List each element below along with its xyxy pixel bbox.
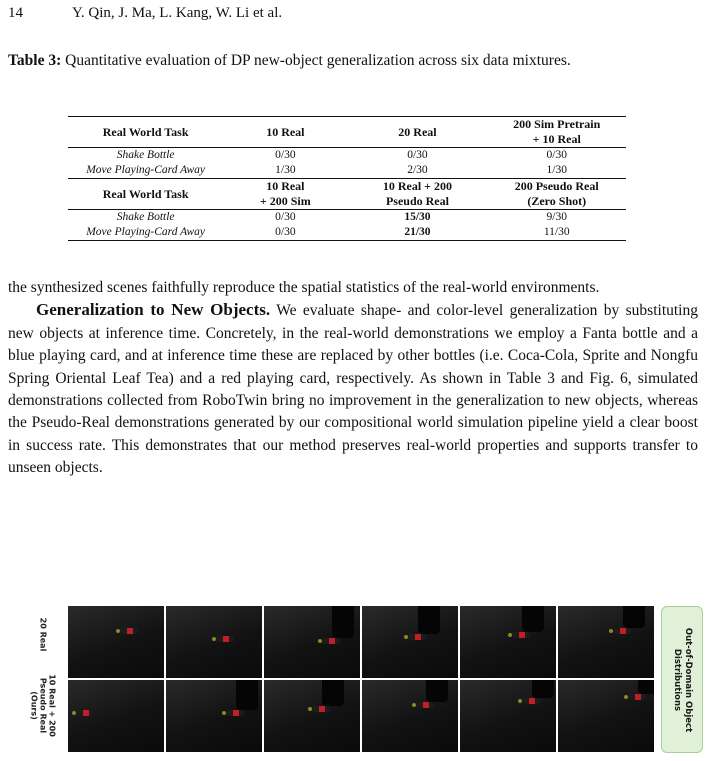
table-caption: [8, 50, 698, 71]
value-cell: 1/30: [275, 164, 296, 176]
robot-arm: [532, 680, 554, 698]
robot-arm: [322, 680, 344, 706]
rollout-figure: [64, 606, 654, 756]
value-cell: 0/30: [407, 149, 428, 161]
row-label-ours: 10 Real + 200 Pseudo Real (Ours): [29, 674, 57, 737]
bottle-cap: [518, 699, 522, 703]
task-cell: Move Playing-Card Away: [68, 225, 223, 241]
paragraph: [8, 299, 698, 479]
robot-arm: [623, 606, 645, 628]
row-label-20-real: 20 Real: [38, 617, 48, 652]
bottle-label: [519, 632, 525, 638]
bottle-cap: [508, 633, 512, 637]
robot-arm: [638, 680, 654, 694]
task-cell: Shake Bottle: [116, 149, 175, 161]
rollout-frame: [166, 680, 262, 752]
bottle-label: [127, 628, 133, 634]
out-of-domain-label-box: [661, 606, 703, 753]
bottle-cap: [308, 707, 312, 711]
bottle-label: [223, 636, 229, 642]
header-pseudo-zero-shot: 200 Pseudo Real (Zero Shot): [487, 179, 626, 210]
bottle-label: [415, 634, 421, 640]
running-header: [8, 5, 282, 22]
table-row: [68, 225, 626, 241]
bottle-label: [83, 710, 89, 716]
body-text: [8, 277, 698, 480]
caption-text: Quantitative evaluation of DP new-object generalization across six data mixtures.: [65, 52, 571, 69]
bottle-label: [233, 710, 239, 716]
page-number: 14: [8, 5, 23, 21]
bottle-cap: [624, 695, 628, 699]
bottle-cap: [412, 703, 416, 707]
rollout-frame: [460, 606, 556, 678]
value-cell: 0/30: [275, 149, 296, 161]
value-cell: 9/30: [546, 211, 567, 223]
bottle-cap: [318, 639, 322, 643]
robot-arm: [426, 680, 448, 702]
rollout-frame: [264, 606, 360, 678]
rollout-frame: [460, 680, 556, 752]
paragraph-text: We evaluate shape- and color-level generalization by substituting new objects at inference time. Concretely, in the real-world demonstrations we employ a Fanta bottle and a blue playing card, and at inference time these are replaced by other bottles (i.e. Coca-Cola, Sprite and Nongfu Spring Oriental Leaf Tea) and a red playing card, respectively. As shown in Table 3 and Fig. 6, simulated demonstrations collected from RoboTwin bring no improvement in the generalization to new objects, whereas the Pseudo-Real demonstrations generated by our compositional world simulation pipeline yield a clear boost in success rate. This demonstrates that our method preserves real-world properties and supports transfer to unseen objects.: [8, 302, 698, 477]
table-row: [68, 210, 626, 226]
results-table: [68, 116, 626, 241]
caption-label: Table 3:: [8, 52, 62, 69]
robot-arm: [332, 606, 354, 638]
author-line: Y. Qin, J. Ma, L. Kang, W. Li et al.: [72, 5, 283, 21]
bottle-label: [319, 706, 325, 712]
value-cell: 21/30: [347, 225, 487, 241]
rollout-frame: [362, 680, 458, 752]
out-of-domain-label: Out-of-Domain Object Distributions: [672, 627, 693, 732]
bottle-label: [620, 628, 626, 634]
header-20-real: 20 Real: [347, 117, 487, 148]
rollout-frame: [68, 680, 164, 752]
rollout-frame: [166, 606, 262, 678]
paragraph: the synthesized scenes faithfully reproduce the spatial statistics of the real-world environments.: [8, 279, 600, 296]
bottle-cap: [404, 635, 408, 639]
header-task: Real World Task: [68, 179, 223, 210]
robot-arm: [522, 606, 544, 632]
header-sim-pretrain: 200 Sim Pretrain + 10 Real: [487, 117, 626, 148]
value-cell: 11/30: [487, 225, 626, 241]
rollout-frame: [362, 606, 458, 678]
task-cell: Shake Bottle: [116, 211, 175, 223]
value-cell: 1/30: [546, 164, 567, 176]
table-header-row: [68, 179, 626, 210]
bottle-label: [423, 702, 429, 708]
value-cell: 0/30: [546, 149, 567, 161]
robot-arm: [236, 680, 258, 710]
header-10-real: 10 Real: [223, 117, 347, 148]
task-cell: Move Playing-Card Away: [86, 164, 206, 176]
value-cell: 0/30: [275, 211, 296, 223]
table-row: [68, 148, 626, 164]
bottle-cap: [72, 711, 76, 715]
bottle-label: [635, 694, 641, 700]
bottle-label: [529, 698, 535, 704]
header-10-real-200-pseudo: 10 Real + 200 Pseudo Real: [347, 179, 487, 210]
value-cell: 0/30: [223, 225, 347, 241]
table-row: [68, 163, 626, 179]
bottle-label: [329, 638, 335, 644]
rollout-frame: [264, 680, 360, 752]
paragraph-heading: Generalization to New Objects.: [36, 300, 271, 320]
rollout-frame: [558, 606, 654, 678]
rollout-frame: [68, 606, 164, 678]
bottle-cap: [609, 629, 613, 633]
bottle-cap: [116, 629, 120, 633]
value-cell: 15/30: [404, 211, 431, 223]
value-cell: 2/30: [407, 164, 428, 176]
table-header-row: [68, 117, 626, 148]
bottle-cap: [212, 637, 216, 641]
robot-arm: [418, 606, 440, 634]
header-task: Real World Task: [68, 117, 223, 148]
header-10-real-200-sim: 10 Real + 200 Sim: [223, 179, 347, 210]
rollout-frame: [558, 680, 654, 752]
bottle-cap: [222, 711, 226, 715]
